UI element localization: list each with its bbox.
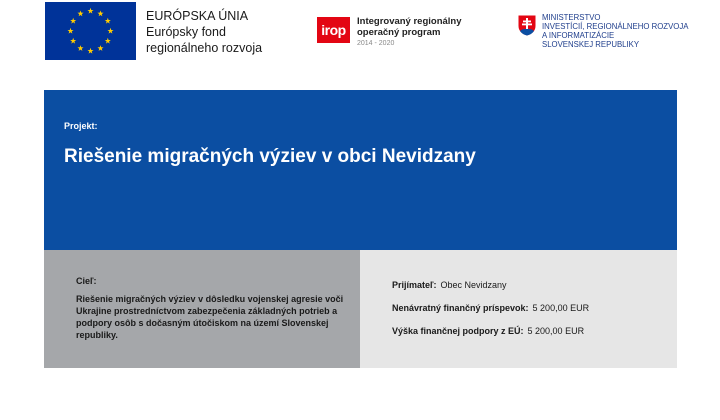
eu-star-icon xyxy=(105,38,111,44)
grant-row xyxy=(392,303,589,313)
irop-name-line1: Integrovaný regionálny xyxy=(357,16,462,27)
eu-support-value: 5 200,00 EUR xyxy=(527,326,585,336)
info-panel xyxy=(360,250,677,368)
irop-name-line2: operačný program xyxy=(357,27,441,38)
eu-star-icon xyxy=(105,18,111,24)
grant-label: Nenávratný finančný príspevok: xyxy=(392,303,529,313)
eu-fund-line1: Európsky fond xyxy=(146,25,226,39)
ministry-line2: INVESTÍCIÍ, REGIONÁLNEHO ROZVOJA xyxy=(542,22,689,31)
ministry-line1: MINISTERSTVO xyxy=(542,13,601,22)
slovak-coat-of-arms-icon xyxy=(517,14,537,37)
project-panel xyxy=(44,90,677,250)
recipient-value: Obec Nevidzany xyxy=(440,280,507,290)
goal-label: Cieľ: xyxy=(76,276,97,286)
grant-value: 5 200,00 EUR xyxy=(532,303,590,313)
eu-star-icon xyxy=(97,45,103,51)
irop-years: 2014 - 2020 xyxy=(357,40,395,47)
eu-star-icon xyxy=(107,28,113,34)
eu-star-icon xyxy=(70,18,76,24)
eu-star-icon xyxy=(97,10,103,16)
recipient-row xyxy=(392,280,507,290)
project-label: Projekt: xyxy=(64,121,98,131)
eu-fund-line2: regionálneho rozvoja xyxy=(146,41,263,55)
eu-star-icon xyxy=(77,10,83,16)
eu-name: EURÓPSKA ÚNIA xyxy=(146,9,249,23)
eu-star-icon xyxy=(77,45,83,51)
recipient-label: Prijímateľ: xyxy=(392,280,437,290)
irop-logo: irop xyxy=(317,17,350,43)
eu-star-icon xyxy=(67,28,73,34)
eu-logo-text xyxy=(146,8,262,56)
ministry-line3: A INFORMATIZÁCIE xyxy=(542,31,615,40)
project-title: Riešenie migračných výziev v obci Nevidzany xyxy=(64,146,476,167)
ministry-logo-text xyxy=(542,13,688,49)
eu-support-row xyxy=(392,326,584,336)
ministry-line4: SLOVENSKEJ REPUBLIKY xyxy=(542,40,640,49)
eu-support-label: Výška finančnej podpory z EÚ: xyxy=(392,326,524,336)
eu-star-icon xyxy=(87,8,93,14)
eu-flag-icon xyxy=(45,2,136,60)
irop-logo-text xyxy=(357,16,462,49)
eu-star-icon xyxy=(70,38,76,44)
eu-star-icon xyxy=(87,48,93,54)
goal-panel xyxy=(44,250,360,368)
goal-text: Riešenie migračných výziev v dôsledku vojenskej agresie voči Ukrajine prostredníctvom zabezpečenia základných potrieb a podpory osôb s dočasným útočiskom na území Slovenskej republiky. xyxy=(76,294,344,340)
